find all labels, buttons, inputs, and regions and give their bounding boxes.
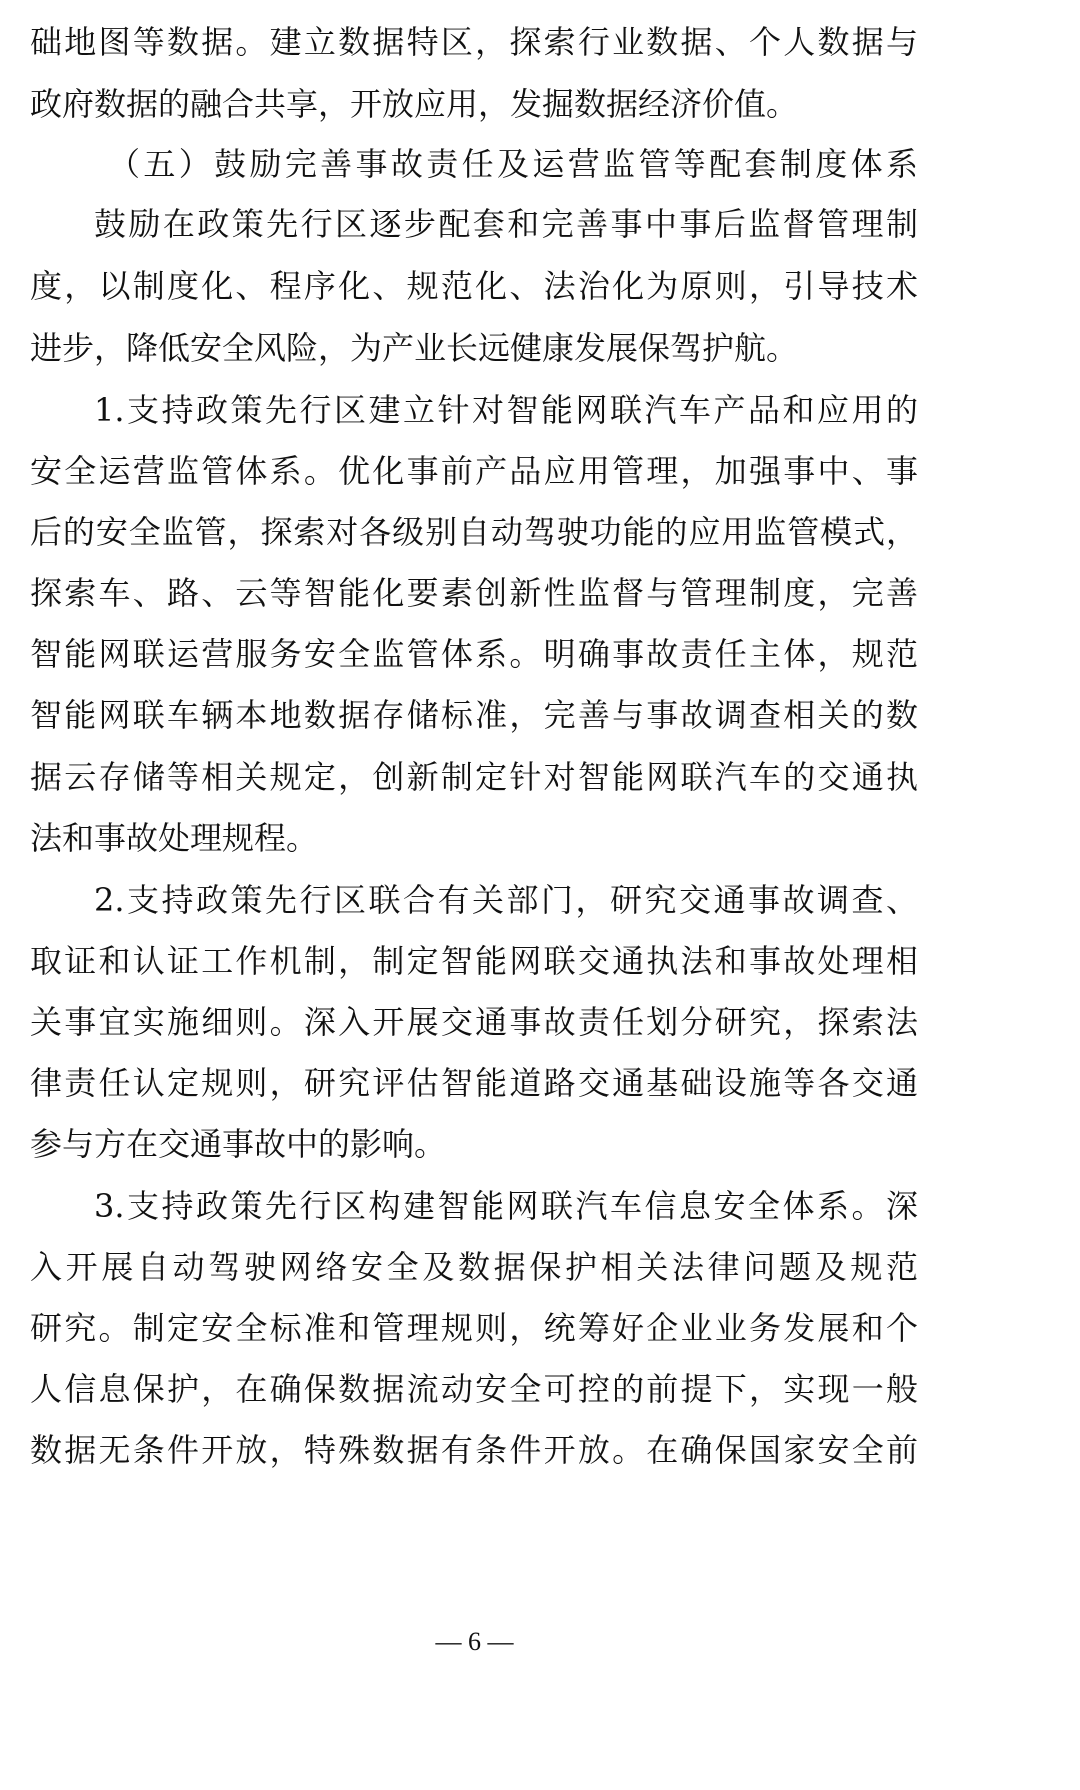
body-line: 法和事故处理规程。 bbox=[30, 819, 319, 857]
body-line: 3.支持政策先行区构建智能网联汽车信息安全体系。深 bbox=[94, 1187, 918, 1225]
body-line: 律责任认定规则，研究评估智能道路交通基础设施等各交通 bbox=[30, 1064, 918, 1102]
body-line: 人信息保护，在确保数据流动安全可控的前提下，实现一般 bbox=[30, 1370, 918, 1408]
body-line: 智能网联运营服务安全监管体系。明确事故责任主体，规范 bbox=[30, 635, 918, 673]
body-line: 鼓励在政策先行区逐步配套和完善事中事后监督管理制 bbox=[94, 205, 918, 243]
body-line: 数据无条件开放，特殊数据有条件开放。在确保国家安全前 bbox=[30, 1431, 918, 1469]
body-line: 2.支持政策先行区联合有关部门，研究交通事故调查、 bbox=[94, 881, 918, 919]
document-page bbox=[30, 0, 918, 1690]
body-line: 探索车、路、云等智能化要素创新性监督与管理制度，完善 bbox=[30, 574, 918, 612]
body-line: 据云存储等相关规定，创新制定针对智能网联汽车的交通执 bbox=[30, 758, 918, 796]
body-line: 智能网联车辆本地数据存储标准，完善与事故调查相关的数 bbox=[30, 696, 918, 734]
body-line: 取证和认证工作机制，制定智能网联交通执法和事故处理相 bbox=[30, 942, 918, 980]
section-heading: （五）鼓励完善事故责任及运营监管等配套制度体系 bbox=[108, 145, 918, 183]
body-line: 研究。制定安全标准和管理规则，统筹好企业业务发展和个 bbox=[30, 1309, 918, 1347]
body-line: 关事宜实施细则。深入开展交通事故责任划分研究，探索法 bbox=[30, 1003, 918, 1041]
body-line: 安全运营监管体系。优化事前产品应用管理，加强事中、事 bbox=[30, 452, 918, 490]
body-line: 进步，降低安全风险，为产业长远健康发展保驾护航。 bbox=[30, 329, 799, 367]
page-number: — 6 — bbox=[435, 1627, 514, 1656]
body-line: 入开展自动驾驶网络安全及数据保护相关法律问题及规范 bbox=[30, 1248, 918, 1286]
body-line: 后的安全监管，探索对各级别自动驾驶功能的应用监管模式， bbox=[30, 513, 918, 551]
body-line: 政府数据的融合共享，开放应用，发掘数据经济价值。 bbox=[30, 85, 799, 123]
body-line: 础地图等数据。建立数据特区，探索行业数据、个人数据与 bbox=[30, 23, 918, 61]
body-line: 参与方在交通事故中的影响。 bbox=[30, 1125, 447, 1163]
body-line: 度，以制度化、程序化、规范化、法治化为原则，引导技术 bbox=[30, 267, 918, 305]
body-line: 1.支持政策先行区建立针对智能网联汽车产品和应用的 bbox=[94, 391, 918, 429]
